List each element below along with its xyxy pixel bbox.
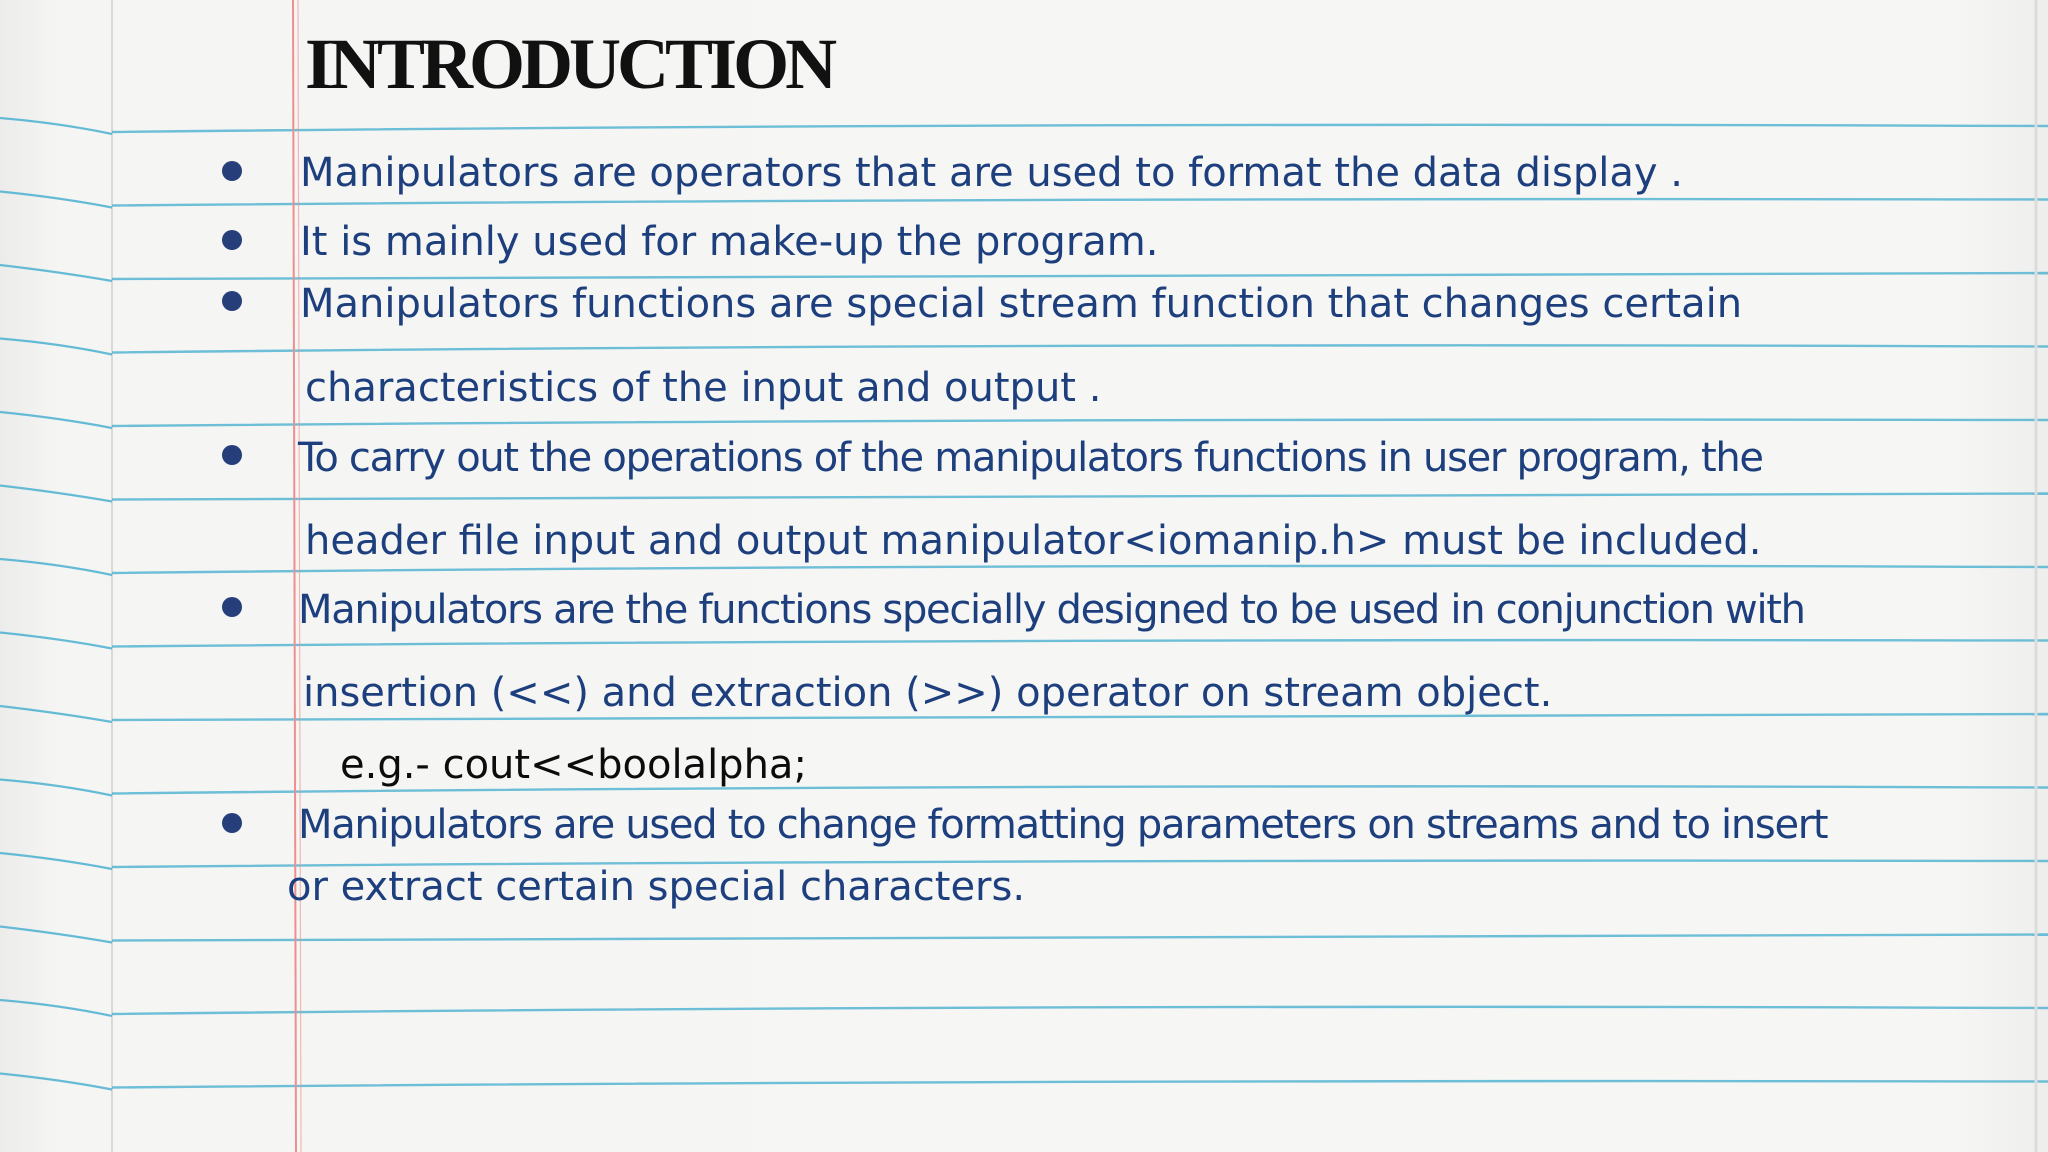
ruled-line-edge [0,118,112,134]
ruled-line [112,125,2048,132]
bullet-6-line-2: or extract certain special characters. [287,864,1026,910]
bullet-icon [222,161,242,181]
bullet-icon [222,291,242,311]
bullet-3-line-1: Manipulators functions are special stream function that changes certain [300,281,1743,327]
ruled-line [112,494,2048,500]
ruled-line [112,345,2048,352]
margin-line [293,0,296,1152]
ruled-line-edge [0,192,112,208]
ruled-line-edge [0,412,112,428]
ruled-line [112,1081,2048,1087]
ruled-line [112,935,2048,941]
bullet-4-line-2: header file input and output manipulator<iomanip.h> must be included. [305,518,1762,564]
bullet-icon [222,597,242,617]
ruled-line-edge [0,853,112,869]
ruled-line-edge [0,1074,112,1090]
ruled-line-edge [0,927,112,943]
ruled-line [112,420,2048,426]
ruled-line-edge [0,633,112,649]
ruled-line [112,566,2048,573]
ruled-line [112,640,2048,646]
bullet-1-line-1: Manipulators are operators that are used to format the data display . [300,150,1683,196]
ruled-line-edge [0,559,112,575]
bullet-4-line-1: To carry out the operations of the manipulators functions in user program, the [298,435,1763,481]
bullet-icon [222,813,242,833]
code-example: e.g.- cout<<boolalpha; [340,742,807,788]
ruled-line-edge [0,339,112,355]
bullet-5-line-2: insertion (<<) and extraction (>>) operator on stream object. [303,670,1553,716]
ruled-line-edge [0,780,112,796]
ruled-line-edge [0,486,112,502]
bullet-5-line-1: Manipulators are the functions specially designed to be used in conjunction with [298,587,1805,633]
ruled-line [112,199,2048,205]
ruled-line [112,273,2048,279]
bullet-3-line-2: characteristics of the input and output . [305,365,1102,411]
bullet-icon [222,230,242,250]
bullet-6-line-1: Manipulators are used to change formatting parameters on streams and to insert [298,802,1828,848]
ruled-line-edge [0,706,112,722]
ruled-line [112,1007,2048,1014]
ruled-line-edge [0,1000,112,1016]
slide-title: INTRODUCTION [305,24,834,104]
ruled-line-edge [0,265,112,281]
bullet-2-line-1: It is mainly used for make-up the program. [300,219,1159,265]
bullet-icon [222,445,242,465]
